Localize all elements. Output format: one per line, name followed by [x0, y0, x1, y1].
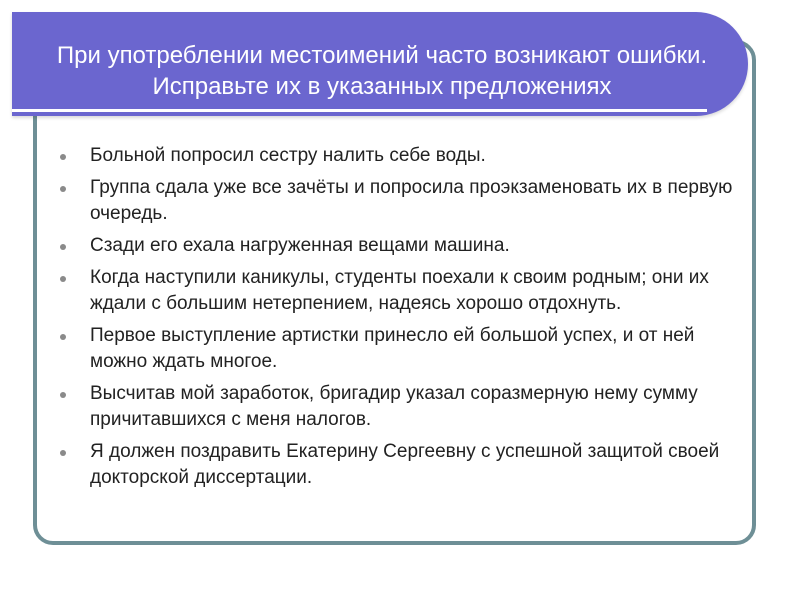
bullet-dot-icon — [60, 334, 66, 340]
bullet-item — [58, 175, 748, 227]
bullet-text: Группа сдала уже все зачёты и попросила проэкзаменовать их в первую очередь. — [90, 177, 733, 224]
bullet-text: Больной попросил сестру налить себе воды. — [90, 145, 486, 166]
bullet-list — [58, 143, 748, 497]
bullet-dot-icon — [60, 276, 66, 282]
bullet-dot-icon — [60, 392, 66, 398]
bullet-item — [58, 381, 748, 433]
bullet-text: Когда наступили каникулы, студенты поехали к своим родным; они их ждали с большим нетерпением, надеясь хорошо отдохнуть. — [90, 267, 709, 314]
bullet-text: Высчитав мой заработок, бригадир указал соразмерную нему сумму причитавшихся с меня налогов. — [90, 383, 698, 430]
bullet-dot-icon — [60, 244, 66, 250]
bullet-item — [58, 439, 748, 491]
bullet-dot-icon — [60, 186, 66, 192]
bullet-item — [58, 143, 748, 169]
bullet-item — [58, 323, 748, 375]
banner-underline — [12, 109, 707, 112]
bullet-text: Сзади его ехала нагруженная вещами машина. — [90, 235, 510, 256]
bullet-dot-icon — [60, 450, 66, 456]
title-banner — [12, 12, 748, 116]
slide-title: При употреблении местоимений часто возникают ошибки. Исправьте их в указанных предложениях — [56, 42, 708, 100]
bullet-text: Я должен поздравить Екатерину Сергеевну с успешной защитой своей докторской диссертации. — [90, 441, 720, 488]
bullet-text: Первое выступление артистки принесло ей большой успех, и от ней можно ждать многое. — [90, 325, 695, 372]
bullet-item — [58, 233, 748, 259]
bullet-dot-icon — [60, 154, 66, 160]
bullet-item — [58, 265, 748, 317]
